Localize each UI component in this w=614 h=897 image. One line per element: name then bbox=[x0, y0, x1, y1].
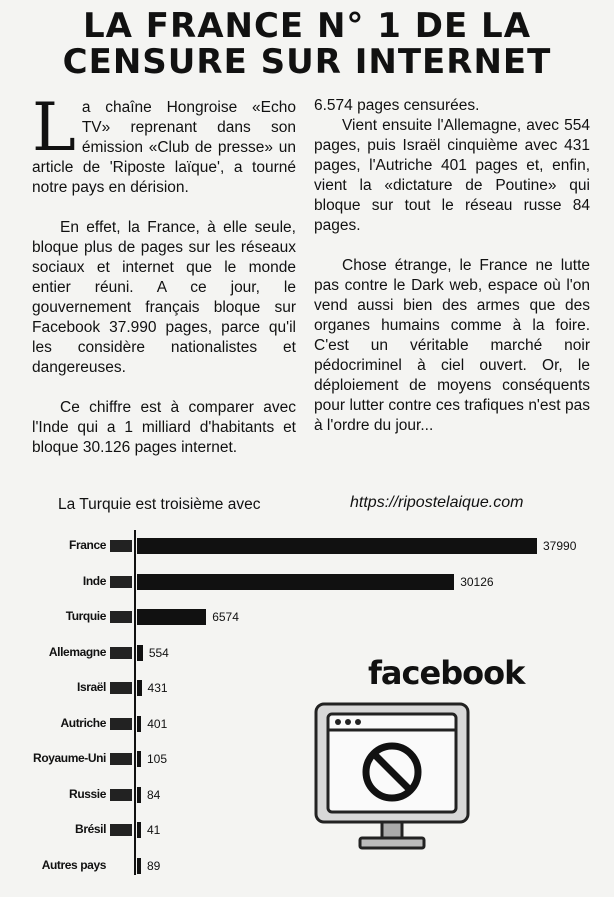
data-label: 105 bbox=[147, 752, 168, 766]
paragraph bbox=[32, 89, 296, 198]
title-line-1: LA FRANCE N° 1 DE LA bbox=[82, 6, 532, 46]
data-label: 431 bbox=[147, 681, 168, 695]
country-flag-icon bbox=[110, 753, 132, 765]
chart-row bbox=[0, 605, 614, 629]
category-label: Autres pays bbox=[41, 857, 106, 872]
chart-row bbox=[0, 570, 614, 594]
paragraph: Ce chiffre est à comparer avec l'Inde qui a 1 milliard d'habitants et bloque 30.126 pages internet. bbox=[32, 399, 296, 456]
bar bbox=[137, 858, 141, 874]
data-label: 89 bbox=[147, 858, 161, 873]
article-column-2 bbox=[314, 96, 590, 456]
bar bbox=[137, 716, 141, 732]
data-label: 401 bbox=[147, 716, 168, 731]
data-label: 37990 bbox=[543, 539, 577, 553]
category-label: Brésil bbox=[75, 822, 106, 836]
category-label: Russie bbox=[69, 786, 106, 801]
data-label: 84 bbox=[147, 787, 161, 802]
category-label: France bbox=[69, 538, 106, 552]
country-flag-icon bbox=[110, 824, 132, 836]
country-flag-icon bbox=[110, 789, 132, 801]
paragraph: Chose étrange, le France ne lutte pas contre le Dark web, espace où l'on vend aussi bien des armes que des organes humains comme à la foire. C'est un véritable marché noir pédocriminel à ciel ouvert. Or, le déploiement de moyens conséquents pour lutter contre ces trafiques n'est pas à l'ordre du jour... bbox=[314, 257, 590, 434]
category-label: Allemagne bbox=[48, 644, 106, 659]
chart-row bbox=[0, 712, 614, 736]
bar bbox=[137, 574, 454, 590]
bar bbox=[137, 822, 141, 838]
bar-chart bbox=[0, 530, 614, 890]
paragraph: Vient ensuite l'Allemagne, avec 554 pages, puis Israël cinquième avec 431 pages, l'Autriche 401 pages et, enfin, vient la «dictature de Poutine» qui bloque sur tout le réseau russe 84 pages. bbox=[314, 117, 590, 234]
article-column-1 bbox=[32, 89, 296, 478]
bar bbox=[137, 645, 143, 661]
bar bbox=[137, 751, 141, 767]
category-label: Israël bbox=[77, 680, 106, 694]
country-flag-icon bbox=[110, 647, 132, 659]
category-label: Autriche bbox=[60, 715, 106, 730]
bar bbox=[137, 609, 206, 625]
country-flag-icon bbox=[110, 611, 132, 623]
chart-row bbox=[0, 534, 614, 558]
chart-row bbox=[0, 854, 614, 878]
paragraph: 6.574 pages censurées. bbox=[314, 97, 480, 114]
data-label: 30126 bbox=[460, 574, 494, 589]
bar bbox=[137, 538, 537, 554]
drop-cap: L bbox=[32, 89, 76, 166]
source-link: https://ripostelaique.com bbox=[350, 494, 524, 511]
category-label: Turquie bbox=[65, 609, 106, 623]
country-flag-icon bbox=[110, 718, 132, 730]
facebook-logo: facebook bbox=[368, 654, 525, 692]
category-label: Royaume-Uni bbox=[33, 751, 106, 765]
data-label: 6574 bbox=[212, 610, 239, 624]
paragraph-text: a chaîne Hongroise «Echo TV» reprenant dans son émission «Club de presse» un article de 'Riposte laïque', a tourné notre pays en dérision. bbox=[32, 99, 296, 196]
bar bbox=[137, 680, 142, 696]
blocked-monitor-icon bbox=[312, 700, 472, 860]
chart-row bbox=[0, 783, 614, 807]
data-label: 554 bbox=[148, 645, 169, 660]
country-flag-icon bbox=[110, 682, 132, 694]
country-flag-icon bbox=[110, 576, 132, 588]
title-line-2: CENSURE SUR INTERNET bbox=[62, 42, 552, 82]
chart-row bbox=[0, 747, 614, 771]
category-label: Inde bbox=[82, 573, 106, 588]
data-label: 41 bbox=[147, 823, 161, 837]
article-title bbox=[0, 8, 614, 80]
country-flag-icon bbox=[110, 540, 132, 552]
paragraph: La Turquie est troisième avec bbox=[58, 496, 261, 513]
chart-row bbox=[0, 818, 614, 842]
paragraph: En effet, la France, à elle seule, bloque plus de pages sur les réseaux sociaux et internet que le monde entier réuni. A ce jour, le gouvernement français bloque sur Facebook 37.990 pages, parce qu'il les considère nationalistes et dangereuses. bbox=[32, 219, 296, 376]
bar bbox=[137, 787, 141, 803]
